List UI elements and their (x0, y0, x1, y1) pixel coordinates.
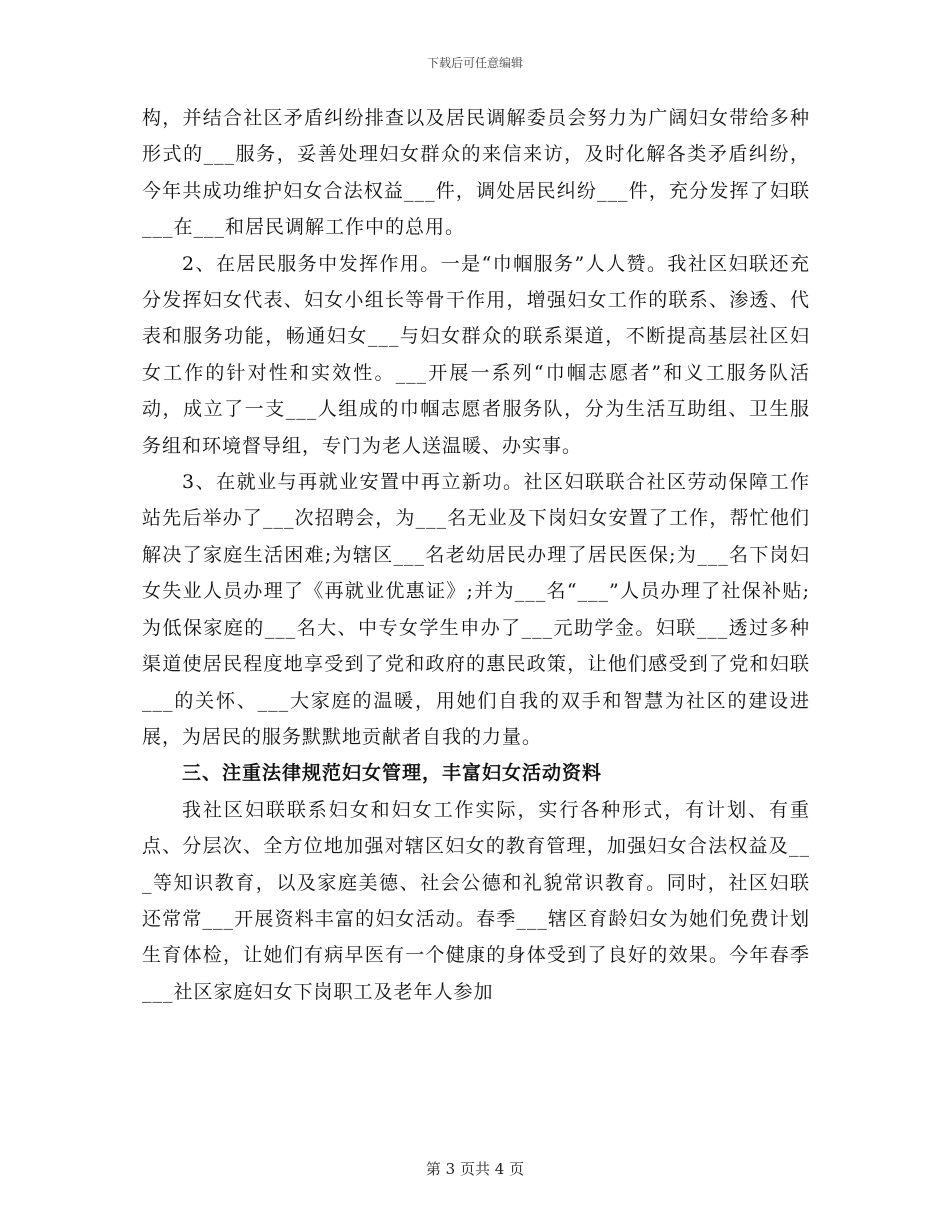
paragraph-continuation: 构，并结合社区矛盾纠纷排查以及居民调解委员会努力为广阔妇女带给多种形式的___服务，妥善处理妇女群众的来信来访，及时化解各类矛盾纠纷，今年共成功维护妇女合法权益___件，调处居民纠纷___件，充分发挥了妇联___在___和居民调解工作中的总用。 (142, 107, 810, 239)
paragraph-employment: 3、在就业与再就业安置中再立新功。社区妇联联合社区劳动保障工作站先后举办了___次招聘会，为___名无业及下岗妇女安置了工作，帮忙他们解决了家庭生活困难;为辖区___名老幼居民办理了居民医保;为___名下岗妇女失业人员办理了《再就业优惠证》;并为___名“___”人员办理了社保补贴;为低保家庭的___名大、中专女学生申办了___元助学金。妇联___透过多种渠道使居民程度地享受到了党和政府的惠民政策，让他们感受到了党和妇联___的关怀、___大家庭的温暖，用她们自我的双手和智慧为社区的建设进展，为居民的服务默默地贡献者自我的力量。 (142, 471, 810, 748)
section-heading: 三、注重法律规范妇女管理，丰富妇女活动资料 (182, 762, 603, 785)
page-header-note: 下载后可任意编辑 (426, 56, 523, 70)
page-number: 第 3 页共 4 页 (425, 1160, 525, 1178)
paragraph-legal-management: 我社区妇联联系妇女和妇女工作实际，实行各种形式，有计划、有重点、分层次、全方位地加强对辖区妇女的教育管理，加强妇女合法权益及___等知识教育，以及家庭美德、社会公德和礼貌常识教育。同时，社区妇联还常常___开展资料丰富的妇女活动。春季___辖区育龄妇女为她们免费计划生育体检，让她们有病早医有一个健康的身体受到了良好的效果。今年春季___社区家庭妇女下岗职工及老年人参加 (142, 798, 810, 1003)
paragraph-resident-service: 2、在居民服务中发挥作用。一是“巾帼服务”人人赞。我社区妇联还充分发挥妇女代表、妇女小组长等骨干作用，增强妇女工作的联系、渗透、代表和服务功能，畅通妇女___与妇女群众的联系渠道，不断提高基层社区妇女工作的针对性和实效性。___开展一系列“巾帼志愿者”和义工服务队活动，成立了一支___人组成的巾帼志愿者服务队，分为生活互助组、卫生服务组和环境督导组，专门为老人送温暖、办实事。 (142, 252, 810, 457)
document-body (142, 100, 810, 1010)
